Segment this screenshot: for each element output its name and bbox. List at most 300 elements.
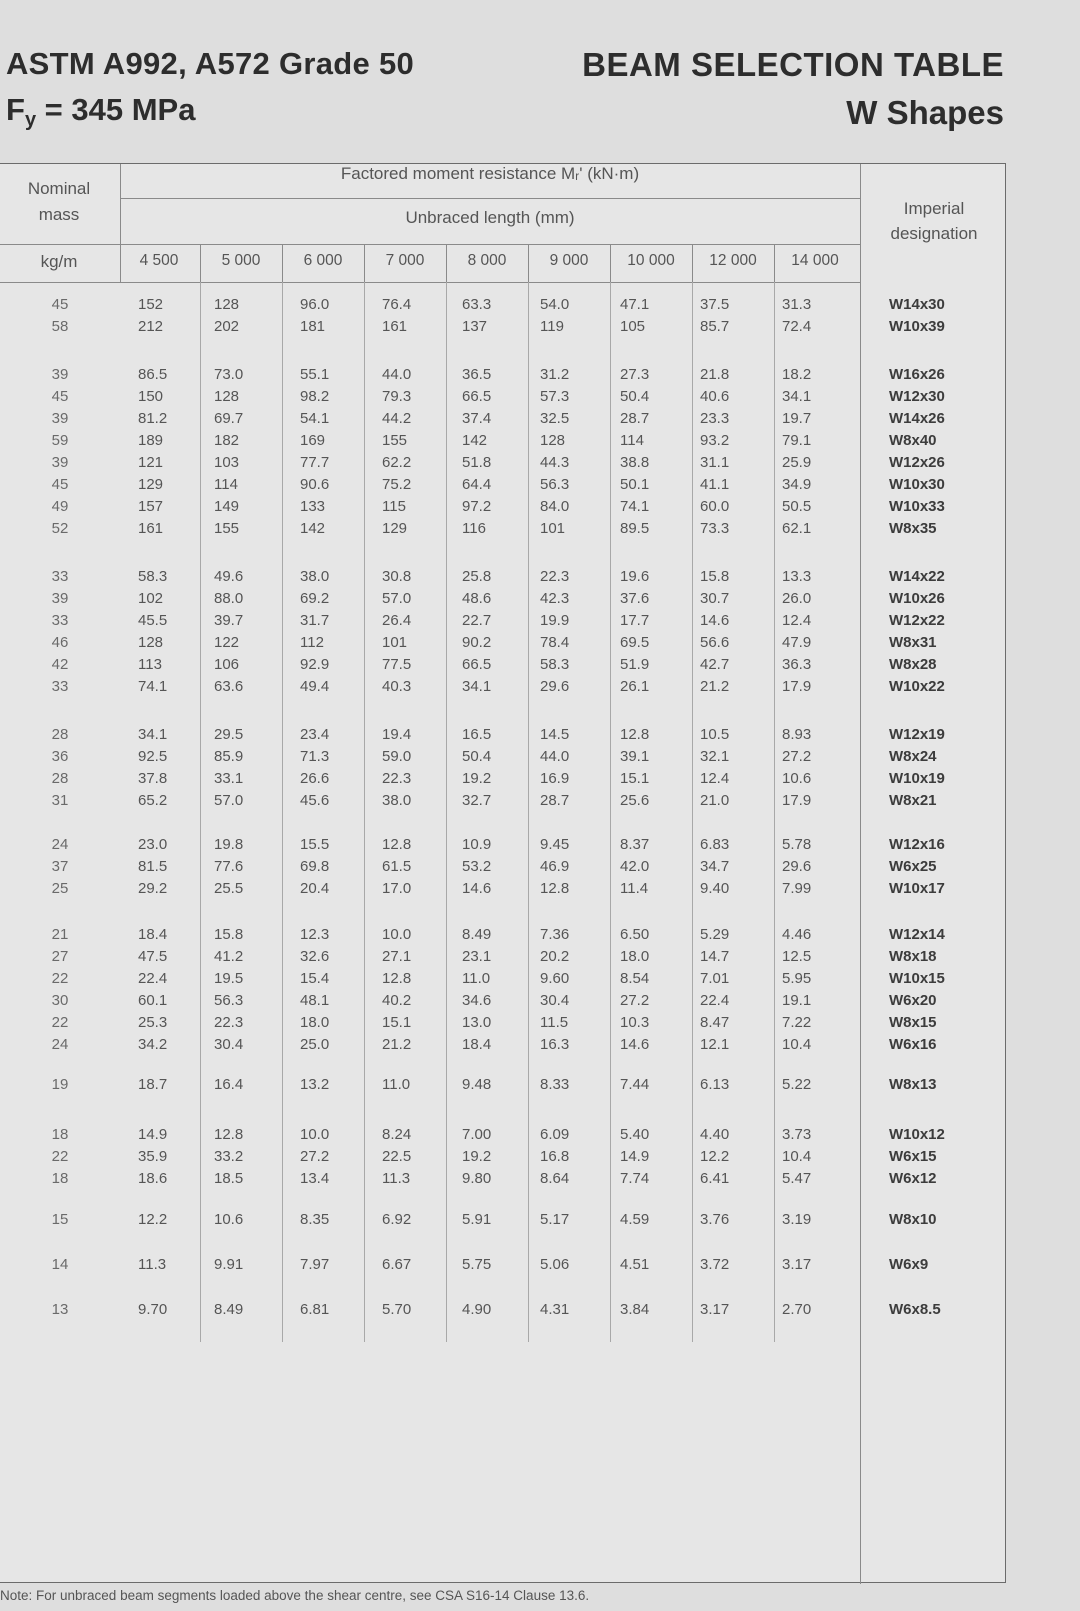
moment-value-cell: 23.1 [462,948,492,965]
nominal-mass-cell: 39 [51,454,69,471]
moment-value-cell: 41.2 [214,948,244,965]
imperial-designation-cell: W8x13 [889,1076,937,1093]
table-row [0,386,1006,408]
moment-value-cell: 30.7 [700,590,730,607]
moment-value-cell: 78.4 [540,634,570,651]
moment-value-cell: 22.7 [462,612,492,629]
moment-value-cell: 17.9 [782,678,812,695]
moment-value-cell: 46.9 [540,858,570,875]
imperial-designation-cell: W10x33 [889,498,945,515]
imperial-designation-cell: W8x35 [889,520,937,537]
moment-value-cell: 57.0 [214,792,244,809]
moment-value-cell: 114 [620,432,644,449]
moment-value-cell: 76.4 [382,296,412,313]
moment-value-cell: 150 [138,388,164,405]
moment-value-cell: 37.4 [462,410,492,427]
moment-value-cell: 6.50 [620,926,650,943]
moment-value-cell: 64.4 [462,476,492,493]
moment-value-cell: 19.6 [620,568,650,585]
nominal-mass-cell: 45 [51,296,69,313]
column-divider [528,282,529,1342]
moment-value-cell: 149 [214,498,240,515]
moment-value-cell: 49.4 [300,678,330,695]
moment-value-cell: 98.2 [300,388,330,405]
moment-value-cell: 12.3 [300,926,330,943]
column-divider [774,282,775,1342]
moment-value-cell: 96.0 [300,296,330,313]
moment-value-cell: 12.8 [620,726,650,743]
moment-value-cell: 47.5 [138,948,168,965]
moment-value-cell: 14.9 [620,1148,650,1165]
moment-value-cell: 38.0 [300,568,330,585]
moment-value-cell: 116 [462,520,486,537]
moment-value-cell: 157 [138,498,164,515]
moment-value-cell: 18.4 [138,926,168,943]
table-row [0,676,1006,698]
moment-value-cell: 12.2 [700,1148,730,1165]
moment-value-cell: 57.3 [540,388,570,405]
moment-value-cell: 6.41 [700,1170,730,1187]
moment-value-cell: 8.33 [540,1076,570,1093]
moment-value-cell: 161 [138,520,164,537]
moment-value-cell: 88.0 [214,590,244,607]
imperial-designation-cell: W12x26 [889,454,945,471]
moment-value-cell: 15.8 [214,926,244,943]
nominal-mass-cell: 21 [51,926,69,943]
moment-value-cell: 73.3 [700,520,730,537]
moment-value-cell: 37.8 [138,770,168,787]
moment-value-cell: 6.09 [540,1126,570,1143]
table-row [0,768,1006,790]
moment-value-cell: 36.5 [462,366,492,383]
moment-value-cell: 21.8 [700,366,730,383]
moment-value-cell: 6.67 [382,1256,412,1273]
moment-value-cell: 79.3 [382,388,412,405]
imperial-designation-cell: W8x18 [889,948,937,965]
moment-value-cell: 34.1 [782,388,812,405]
table-row [0,518,1006,540]
moment-value-cell: 19.2 [462,770,492,787]
moment-value-cell: 11.4 [620,880,649,897]
moment-value-cell: 58.3 [138,568,168,585]
moment-value-cell: 66.5 [462,656,492,673]
nominal-mass-cell: 39 [51,366,69,383]
column-divider [446,244,447,282]
imperial-designation-cell: W12x14 [889,926,945,943]
moment-value-cell: 16.9 [540,770,570,787]
moment-value-cell: 18.2 [782,366,812,383]
moment-value-cell: 16.4 [214,1076,244,1093]
moment-value-cell: 122 [214,634,240,651]
moment-value-cell: 133 [300,498,326,515]
moment-value-cell: 34.2 [138,1036,168,1053]
nominal-mass-cell: 24 [51,1036,69,1053]
moment-value-cell: 32.7 [462,792,492,809]
moment-value-cell: 50.4 [620,388,650,405]
moment-value-cell: 28.7 [620,410,650,427]
moment-value-cell: 4.40 [700,1126,730,1143]
moment-value-cell: 128 [540,432,566,449]
header-left [6,46,414,132]
moment-value-cell: 75.2 [382,476,412,493]
moment-value-cell: 5.95 [782,970,812,987]
nominal-mass-cell: 31 [51,792,69,809]
table-row [0,566,1006,588]
table-row [0,924,1006,946]
moment-value-cell: 7.36 [540,926,570,943]
moment-value-cell: 4.51 [620,1256,650,1273]
column-divider [692,244,693,282]
moment-value-cell: 11.0 [382,1076,411,1093]
moment-value-cell: 5.22 [782,1076,812,1093]
moment-value-cell: 40.3 [382,678,412,695]
moment-value-cell: 25.5 [214,880,244,897]
moment-value-cell: 13.0 [462,1014,492,1031]
moment-value-cell: 63.3 [462,296,492,313]
nominal-mass-cell: 19 [51,1076,69,1093]
length-header: 4 500 [139,252,179,269]
moment-value-cell: 51.9 [620,656,650,673]
moment-value-cell: 6.92 [382,1211,412,1228]
nominal-mass-cell: 45 [51,476,69,493]
moment-value-cell: 152 [138,296,164,313]
moment-value-cell: 3.73 [782,1126,812,1143]
imperial-designation-cell: W6x25 [889,858,937,875]
moment-value-cell: 16.8 [540,1148,570,1165]
table-note: Note: For unbraced beam segments loaded above the shear centre, see CSA S16-14 Clause 13.6. [0,1588,590,1603]
moment-value-cell: 5.29 [700,926,730,943]
nominal-mass-cell: 42 [51,656,69,673]
moment-value-cell: 181 [300,318,326,335]
table-row [0,316,1006,338]
moment-value-cell: 3.17 [700,1301,730,1318]
moment-value-cell: 30.8 [382,568,412,585]
moment-value-cell: 21.0 [700,792,730,809]
moment-value-cell: 12.8 [382,970,412,987]
moment-value-cell: 12.8 [540,880,570,897]
moment-value-cell: 35.9 [138,1148,168,1165]
moment-value-cell: 60.1 [138,992,168,1009]
moment-value-cell: 7.44 [620,1076,650,1093]
moment-value-cell: 202 [214,318,240,335]
moment-value-cell: 18.4 [462,1036,492,1053]
moment-value-cell: 44.3 [540,454,570,471]
imperial-designation-cell: W10x30 [889,476,945,493]
moment-value-cell: 11.3 [382,1170,411,1187]
moment-value-cell: 18.6 [138,1170,168,1187]
moment-value-cell: 15.1 [382,1014,412,1031]
table-row [0,588,1006,610]
table-row [0,294,1006,316]
moment-value-cell: 77.7 [300,454,330,471]
moment-value-cell: 6.13 [700,1076,730,1093]
moment-value-cell: 129 [138,476,164,493]
imperial-designation-cell: W6x12 [889,1170,937,1187]
moment-value-cell: 30.4 [540,992,570,1009]
moment-value-cell: 8.93 [782,726,812,743]
table-row [0,430,1006,452]
table-row [0,1299,1006,1321]
moment-value-cell: 8.49 [214,1301,244,1318]
table-row [0,878,1006,900]
moment-value-cell: 13.2 [300,1076,330,1093]
moment-value-cell: 113 [138,656,162,673]
moment-value-cell: 89.5 [620,520,650,537]
moment-value-cell: 12.4 [700,770,730,787]
moment-value-cell: 72.4 [782,318,812,335]
table-row [0,364,1006,386]
nominal-mass-cell: 25 [51,880,69,897]
table-row [0,990,1006,1012]
moment-value-cell: 34.1 [138,726,168,743]
imperial-designation-cell: W8x24 [889,748,937,765]
moment-value-cell: 18.0 [300,1014,330,1031]
column-divider [282,244,283,282]
moment-value-cell: 2.70 [782,1301,812,1318]
moment-value-cell: 33.2 [214,1148,244,1165]
moment-value-cell: 31.2 [540,366,570,383]
moment-value-cell: 29.5 [214,726,244,743]
moment-value-cell: 53.2 [462,858,492,875]
header-right [582,46,1004,132]
unbraced-length-header: Unbraced length (mm) [405,208,575,227]
nominal-mass-cell: 33 [51,612,69,629]
moment-value-cell: 23.0 [138,836,168,853]
moment-value-cell: 3.17 [782,1256,812,1273]
moment-value-cell: 14.5 [540,726,570,743]
moment-value-cell: 10.4 [782,1036,812,1053]
moment-value-cell: 73.0 [214,366,244,383]
imperial-designation-cell: W16x26 [889,366,945,383]
moment-value-cell: 44.0 [540,748,570,765]
moment-value-cell: 71.3 [300,748,330,765]
moment-value-cell: 9.70 [138,1301,168,1318]
moment-value-cell: 97.2 [462,498,492,515]
moment-value-cell: 5.78 [782,836,812,853]
moment-value-cell: 81.2 [138,410,168,427]
imperial-designation-cell: W10x22 [889,678,945,695]
moment-value-cell: 90.2 [462,634,492,651]
moment-value-cell: 29.2 [138,880,168,897]
moment-value-cell: 20.2 [540,948,570,965]
column-divider [610,244,611,282]
moment-value-cell: 129 [382,520,408,537]
nominal-mass-cell: 58 [51,318,69,335]
moment-value-cell: 38.0 [382,792,412,809]
column-divider [364,282,365,1342]
imperial-designation-cell: W8x21 [889,792,937,809]
imperial-designation-cell: W6x20 [889,992,937,1009]
moment-value-cell: 69.7 [214,410,244,427]
moment-value-cell: 8.54 [620,970,650,987]
moment-resistance-header: Factored moment resistance Mᵣ' (kN·m) [340,164,640,183]
moment-value-cell: 8.47 [700,1014,730,1031]
moment-value-cell: 8.35 [300,1211,330,1228]
moment-value-cell: 27.2 [300,1148,330,1165]
nominal-mass-cell: 33 [51,678,69,695]
moment-value-cell: 4.46 [782,926,812,943]
moment-value-cell: 37.6 [620,590,650,607]
moment-value-cell: 101 [540,520,566,537]
column-divider [774,244,775,282]
table-row [0,1012,1006,1034]
moment-value-cell: 12.2 [138,1211,168,1228]
table-row [0,1209,1006,1231]
moment-value-cell: 11.0 [462,970,491,987]
table-row [0,1074,1006,1096]
moment-value-cell: 9.80 [462,1170,492,1187]
moment-value-cell: 31.1 [700,454,730,471]
table-row [0,654,1006,676]
moment-value-cell: 57.0 [382,590,412,607]
yield-strength: $F_y = 345$ MPa [6,92,196,131]
moment-value-cell: 11.3 [138,1256,167,1273]
moment-value-cell: 92.9 [300,656,330,673]
moment-value-cell: 48.6 [462,590,492,607]
moment-value-cell: 22.3 [214,1014,244,1031]
moment-value-cell: 32.1 [700,748,730,765]
length-header: 7 000 [385,252,425,269]
table-row [0,1146,1006,1168]
moment-value-cell: 90.6 [300,476,330,493]
nominal-mass-cell: 24 [51,836,69,853]
moment-value-cell: 16.3 [540,1036,570,1053]
imperial-designation-cell: W12x22 [889,612,945,629]
moment-value-cell: 9.48 [462,1076,492,1093]
moment-value-cell: 155 [214,520,240,537]
moment-value-cell: 85.7 [700,318,730,335]
nominal-mass-cell: 52 [51,520,69,537]
moment-value-cell: 27.1 [382,948,412,965]
imperial-designation-cell: W10x39 [889,318,945,335]
moment-value-cell: 114 [214,476,238,493]
moment-value-cell: 169 [300,432,326,449]
length-header: 8 000 [467,252,507,269]
moment-value-cell: 3.84 [620,1301,650,1318]
moment-value-cell: 14.6 [700,612,730,629]
moment-value-cell: 10.6 [214,1211,244,1228]
moment-value-cell: 29.6 [540,678,570,695]
moment-value-cell: 74.1 [620,498,650,515]
moment-value-cell: 112 [300,634,324,651]
length-header: 9 000 [549,252,589,269]
column-divider [692,282,693,1342]
moment-value-cell: 22.4 [138,970,168,987]
spec-line: ASTM A992, A572 Grade 50 [6,46,415,81]
nominal-mass-cell: 22 [51,1014,69,1031]
moment-value-cell: 105 [620,318,646,335]
imperial-designation-cell: W10x17 [889,880,945,897]
moment-value-cell: 137 [462,318,488,335]
moment-value-cell: 14.9 [138,1126,168,1143]
moment-value-cell: 81.5 [138,858,168,875]
moment-value-cell: 21.2 [700,678,730,695]
moment-value-cell: 15.5 [300,836,330,853]
moment-value-cell: 59.0 [382,748,412,765]
moment-value-cell: 14.6 [462,880,492,897]
moment-value-cell: 15.8 [700,568,730,585]
moment-value-cell: 10.9 [462,836,492,853]
moment-value-cell: 4.31 [540,1301,570,1318]
moment-value-cell: 40.2 [382,992,412,1009]
header-divider [120,198,860,199]
moment-value-cell: 7.74 [620,1170,650,1187]
moment-value-cell: 12.1 [700,1036,730,1053]
moment-value-cell: 8.49 [462,926,492,943]
moment-value-cell: 3.76 [700,1211,730,1228]
moment-value-cell: 10.5 [700,726,730,743]
moment-value-cell: 115 [382,498,406,515]
moment-value-cell: 13.4 [300,1170,330,1187]
nominal-mass-cell: 22 [51,1148,69,1165]
moment-value-cell: 128 [138,634,164,651]
moment-value-cell: 13.3 [782,568,812,585]
moment-value-cell: 26.6 [300,770,330,787]
moment-value-cell: 69.2 [300,590,330,607]
table-row [0,790,1006,812]
moment-value-cell: 8.64 [540,1170,570,1187]
moment-value-cell: 33.1 [214,770,244,787]
moment-value-cell: 54.0 [540,296,570,313]
moment-value-cell: 58.3 [540,656,570,673]
column-divider [364,244,365,282]
column-divider [282,282,283,1342]
moment-value-cell: 49.6 [214,568,244,585]
moment-value-cell: 19.5 [214,970,244,987]
imperial-designation-cell: W12x30 [889,388,945,405]
moment-value-cell: 161 [382,318,408,335]
moment-value-cell: 42.3 [540,590,570,607]
moment-value-cell: 5.17 [540,1211,570,1228]
moment-value-cell: 41.1 [700,476,730,493]
moment-value-cell: 8.24 [382,1126,412,1143]
nominal-mass-cell: 22 [51,970,69,987]
table-row [0,968,1006,990]
moment-value-cell: 65.2 [138,792,168,809]
nominal-mass-cell: 28 [51,770,69,787]
moment-value-cell: 25.0 [300,1036,330,1053]
moment-value-cell: 10.0 [382,926,412,943]
table-row [0,632,1006,654]
moment-value-cell: 30.4 [214,1036,244,1053]
moment-value-cell: 7.99 [782,880,812,897]
moment-value-cell: 16.5 [462,726,492,743]
moment-value-cell: 29.6 [782,858,812,875]
moment-value-cell: 56.6 [700,634,730,651]
length-header: 14 000 [791,252,839,269]
moment-value-cell: 7.01 [700,970,730,987]
table-row [0,724,1006,746]
moment-value-cell: 10.4 [782,1148,812,1165]
moment-value-cell: 19.9 [540,612,570,629]
moment-value-cell: 79.1 [782,432,812,449]
moment-value-cell: 61.5 [382,858,412,875]
moment-value-cell: 6.81 [300,1301,330,1318]
moment-value-cell: 39.1 [620,748,650,765]
nominal-mass-cell: 27 [51,948,69,965]
imperial-designation-cell: W8x15 [889,1014,937,1031]
moment-value-cell: 25.6 [620,792,650,809]
imperial-designation-cell: W14x26 [889,410,945,427]
imperial-designation-cell: W8x10 [889,1211,937,1228]
moment-value-cell: 7.97 [300,1256,330,1273]
moment-value-cell: 14.7 [700,948,730,965]
moment-value-cell: 55.1 [300,366,330,383]
column-divider [528,244,529,282]
moment-value-cell: 56.3 [214,992,244,1009]
moment-value-cell: 47.9 [782,634,812,651]
column-divider [610,282,611,1342]
